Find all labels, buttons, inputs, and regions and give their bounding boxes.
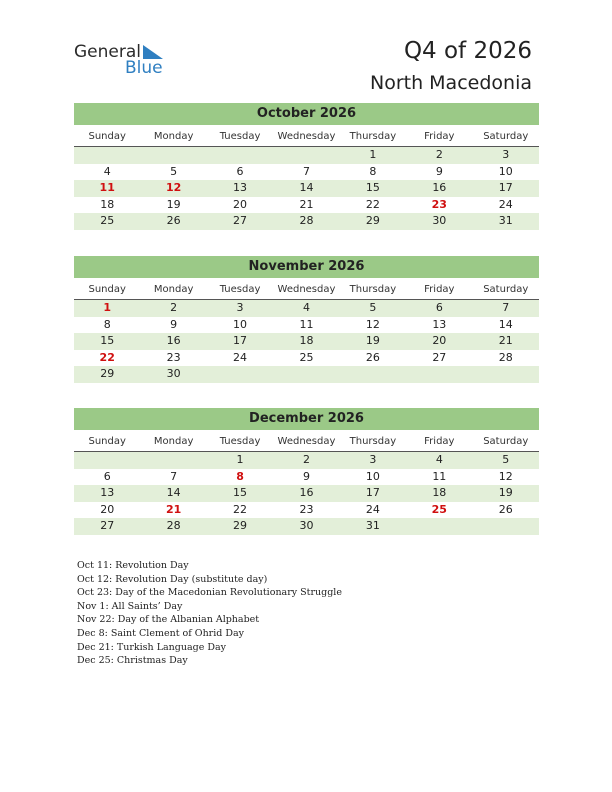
- week-row: [74, 197, 539, 214]
- day-cell: 3: [236, 301, 244, 314]
- day-cell: 26: [365, 350, 380, 364]
- day-cell: 10: [233, 317, 248, 331]
- month-title: December 2026: [74, 408, 539, 430]
- day-cell: 1: [369, 148, 377, 161]
- day-cell: 2: [435, 148, 443, 161]
- day-cell: 30: [166, 367, 181, 380]
- day-cell: [207, 366, 273, 383]
- day-cell: 4: [435, 453, 443, 466]
- day-cell: 13: [100, 486, 115, 499]
- holiday-date: 1: [103, 301, 112, 314]
- week-row: [74, 366, 539, 383]
- weekday-header-row: [74, 433, 539, 452]
- holiday-date: 21: [165, 502, 182, 516]
- month-calendar: [74, 103, 539, 230]
- holiday-note: Oct 11: Revolution Day: [77, 560, 189, 571]
- day-cell: 16: [432, 181, 447, 194]
- day-cell: 8: [103, 317, 111, 331]
- weekday-label: Saturday: [483, 436, 529, 447]
- day-cell: [74, 452, 140, 469]
- day-cell: 27: [100, 519, 115, 532]
- country-name: North Macedonia: [369, 72, 532, 94]
- day-cell: 10: [365, 469, 380, 483]
- day-cell: 19: [498, 486, 513, 499]
- weekday-label: Sunday: [88, 436, 126, 447]
- day-cell: [273, 147, 339, 164]
- day-cell: 9: [302, 469, 310, 483]
- day-cell: 31: [498, 214, 513, 227]
- day-cell: 6: [435, 301, 443, 314]
- day-cell: 25: [100, 214, 115, 227]
- weekday-label: Thursday: [349, 284, 397, 295]
- day-cell: 12: [365, 317, 380, 331]
- day-cell: 22: [365, 197, 380, 211]
- day-cell: 29: [100, 367, 115, 380]
- logo-word-blue: Blue: [125, 58, 163, 78]
- day-cell: 23: [166, 350, 181, 364]
- day-cell: [406, 518, 472, 535]
- day-cell: 7: [502, 301, 510, 314]
- day-cell: 20: [432, 334, 447, 347]
- day-cell: 27: [432, 350, 447, 364]
- weekday-label: Saturday: [483, 284, 529, 295]
- day-cell: 19: [166, 197, 181, 211]
- day-cell: 22: [233, 502, 248, 516]
- weekday-label: Wednesday: [277, 436, 336, 447]
- week-row: [74, 317, 539, 334]
- day-cell: 24: [498, 197, 513, 211]
- day-cell: 19: [365, 334, 380, 347]
- day-cell: 10: [498, 164, 513, 178]
- day-cell: 9: [435, 164, 443, 178]
- week-row: [74, 469, 539, 486]
- day-cell: 9: [170, 317, 178, 331]
- week-row: [74, 300, 539, 317]
- day-cell: 20: [100, 502, 115, 516]
- month-title: November 2026: [74, 256, 539, 278]
- holiday-date: 25: [431, 502, 447, 516]
- day-cell: [340, 366, 406, 383]
- weekday-label: Tuesday: [219, 284, 261, 295]
- month-calendar: [74, 256, 539, 383]
- holiday-note: Nov 1: All Saints’ Day: [77, 600, 183, 612]
- holiday-date: 22: [99, 350, 115, 364]
- day-cell: 8: [369, 164, 377, 178]
- day-cell: 30: [299, 519, 314, 532]
- day-cell: 2: [302, 453, 310, 466]
- logo-triangle-icon: [143, 45, 163, 59]
- day-cell: 18: [100, 197, 115, 211]
- day-cell: 21: [299, 197, 314, 211]
- day-cell: 15: [365, 181, 380, 194]
- week-row: [74, 213, 539, 230]
- weekday-label: Tuesday: [219, 131, 261, 142]
- holiday-date: 23: [431, 197, 447, 211]
- page-title: Q4 of 2026: [403, 38, 532, 64]
- day-cell: 28: [166, 519, 181, 532]
- weekday-label: Monday: [153, 284, 194, 295]
- day-cell: 24: [233, 350, 248, 364]
- day-cell: 27: [233, 214, 248, 227]
- day-cell: 26: [498, 502, 513, 516]
- day-cell: 16: [299, 486, 314, 499]
- weekday-label: Tuesday: [219, 436, 261, 447]
- weekday-label: Saturday: [483, 131, 529, 142]
- day-cell: 18: [299, 334, 314, 347]
- week-row: [74, 333, 539, 350]
- holiday-date: 8: [236, 469, 244, 483]
- week-row: [74, 164, 539, 181]
- holiday-note: Dec 21: Turkish Language Day: [77, 641, 227, 653]
- day-cell: 3: [502, 148, 510, 161]
- day-cell: 4: [103, 164, 111, 178]
- day-cell: 17: [233, 334, 248, 347]
- week-row: [74, 485, 539, 502]
- day-cell: 5: [369, 301, 377, 314]
- logo-word-general: General: [74, 42, 141, 62]
- weekday-label: Monday: [153, 436, 194, 447]
- day-cell: 28: [498, 350, 513, 364]
- month-title: October 2026: [74, 103, 539, 125]
- weekday-label: Friday: [424, 436, 455, 447]
- weekday-header-row: [74, 281, 539, 300]
- weekday-label: Monday: [153, 131, 194, 142]
- holiday-note: Dec 25: Christmas Day: [77, 655, 188, 667]
- day-cell: 20: [233, 197, 248, 211]
- day-cell: 12: [498, 469, 513, 483]
- weekday-label: Wednesday: [277, 284, 336, 295]
- day-cell: 4: [302, 301, 310, 314]
- day-cell: 11: [299, 317, 314, 331]
- holiday-note: Oct 23: Day of the Macedonian Revolutionary Struggle: [77, 587, 342, 599]
- day-cell: 16: [166, 334, 181, 347]
- weekday-label: Thursday: [349, 131, 397, 142]
- weekday-label: Thursday: [349, 436, 397, 447]
- day-cell: [140, 452, 206, 469]
- day-cell: 26: [166, 214, 181, 227]
- weekday-label: Sunday: [88, 131, 126, 142]
- day-cell: 17: [365, 486, 380, 499]
- day-cell: 5: [502, 453, 510, 466]
- month-calendar: [74, 408, 539, 535]
- day-cell: 24: [365, 502, 380, 516]
- week-row: [74, 180, 539, 197]
- day-cell: 1: [236, 453, 244, 466]
- day-cell: 6: [236, 164, 244, 178]
- day-cell: [473, 518, 539, 535]
- day-cell: 13: [233, 181, 248, 194]
- day-cell: [140, 147, 206, 164]
- day-cell: 7: [170, 469, 178, 483]
- day-cell: 7: [302, 164, 310, 178]
- day-cell: 14: [498, 317, 513, 331]
- holiday-note: Dec 8: Saint Clement of Ohrid Day: [77, 627, 245, 639]
- day-cell: 30: [432, 214, 447, 227]
- day-cell: [473, 366, 539, 383]
- weekday-label: Sunday: [88, 284, 126, 295]
- day-cell: 6: [103, 469, 111, 483]
- day-cell: 29: [365, 214, 380, 227]
- day-cell: [207, 147, 273, 164]
- day-cell: [406, 366, 472, 383]
- week-row: [74, 350, 539, 367]
- day-cell: 15: [233, 486, 248, 499]
- day-cell: 2: [170, 301, 178, 314]
- day-cell: 11: [432, 469, 447, 483]
- week-row: [74, 502, 539, 519]
- day-cell: 25: [299, 350, 314, 364]
- day-cell: 3: [369, 453, 377, 466]
- weekday-header-row: [74, 128, 539, 147]
- weekday-label: Wednesday: [277, 131, 336, 142]
- holiday-date: 12: [165, 181, 182, 194]
- day-cell: 15: [100, 334, 115, 347]
- day-cell: 29: [233, 519, 248, 532]
- day-cell: 13: [432, 317, 447, 331]
- holiday-note: Oct 12: Revolution Day (substitute day): [77, 573, 268, 585]
- holiday-notes: [77, 559, 342, 668]
- holiday-note: Nov 22: Day of the Albanian Alphabet: [77, 614, 260, 626]
- day-cell: 28: [299, 214, 314, 227]
- day-cell: 18: [432, 486, 447, 499]
- day-cell: [273, 366, 339, 383]
- week-row: [74, 147, 539, 164]
- day-cell: 23: [299, 502, 314, 516]
- day-cell: 31: [365, 519, 380, 532]
- holiday-date: 11: [99, 181, 115, 194]
- week-row: [74, 518, 539, 535]
- weekday-label: Friday: [424, 284, 455, 295]
- day-cell: 14: [166, 486, 181, 499]
- weekday-label: Friday: [424, 131, 455, 142]
- week-row: [74, 452, 539, 469]
- day-cell: [74, 147, 140, 164]
- day-cell: 5: [170, 164, 178, 178]
- day-cell: 21: [498, 334, 513, 347]
- day-cell: 14: [299, 181, 314, 194]
- day-cell: 17: [498, 181, 513, 194]
